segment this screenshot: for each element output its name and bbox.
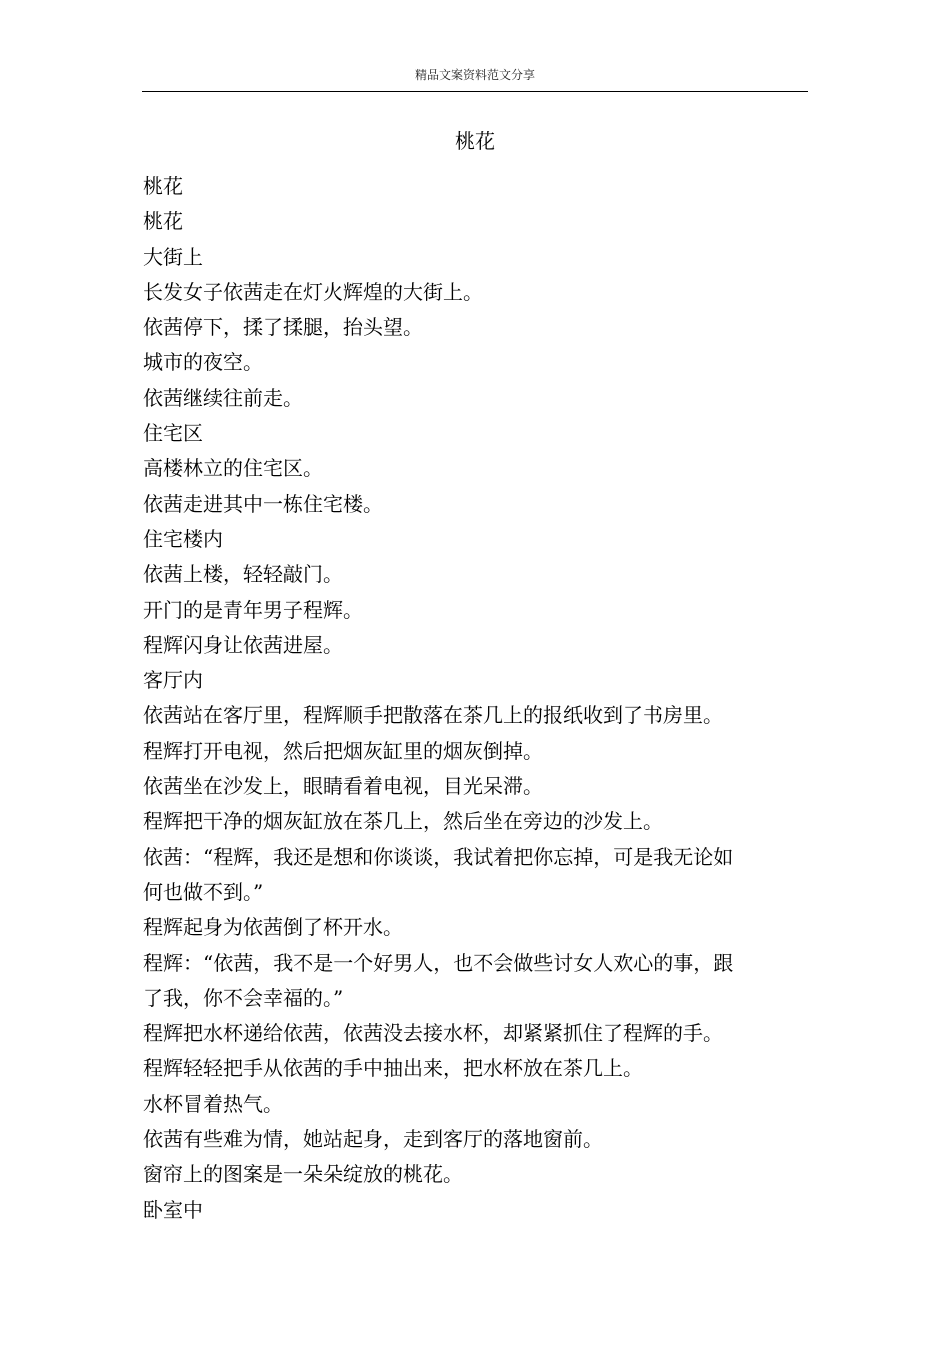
text-line: 依茜走进其中一栋住宅楼。 — [143, 491, 383, 516]
text-line: 客厅内 — [143, 668, 203, 693]
text-line: 了我，你不会幸福的。” — [143, 985, 344, 1010]
text-line: 依茜坐在沙发上，眼睛看着电视，目光呆滞。 — [143, 774, 543, 799]
text-line: 水杯冒着热气。 — [143, 1091, 283, 1116]
text-line: 程辉轻轻把手从依茜的手中抽出来，把水杯放在茶几上。 — [143, 1056, 643, 1081]
text-line: 卧室中 — [143, 1197, 203, 1222]
text-line: 程辉把干净的烟灰缸放在茶几上，然后坐在旁边的沙发上。 — [143, 809, 663, 834]
text-line: 程辉打开电视，然后把烟灰缸里的烟灰倒掉。 — [143, 738, 543, 763]
text-line: 程辉闪身让依茜进屋。 — [143, 632, 343, 657]
text-line: 住宅区 — [143, 421, 203, 446]
text-line: 桃花 — [143, 174, 183, 198]
text-line: 程辉：“依茜，我不是一个好男人，也不会做些讨女人欢心的事，跟 — [143, 950, 734, 975]
text-line: 依茜：“程辉，我还是想和你谈谈，我试着把你忘掉，可是我无论如 — [143, 844, 734, 869]
text-line: 依茜站在客厅里，程辉顺手把散落在茶几上的报纸收到了书房里。 — [143, 703, 723, 728]
text-line: 窗帘上的图案是一朵朵绽放的桃花。 — [143, 1162, 463, 1187]
header-divider — [142, 91, 808, 92]
document-title: 桃花 — [455, 129, 495, 153]
page-header: 精品文案资料范文分享 — [414, 68, 535, 82]
text-line: 依茜停下，揉了揉腿，抬头望。 — [143, 315, 423, 340]
text-line: 开门的是青年男子程辉。 — [143, 597, 363, 622]
text-line: 程辉起身为依茜倒了杯开水。 — [143, 915, 403, 940]
text-line: 依茜有些难为情，她站起身，走到客厅的落地窗前。 — [143, 1127, 603, 1152]
text-line: 住宅楼内 — [143, 526, 223, 551]
text-line: 高楼林立的住宅区。 — [143, 456, 323, 481]
text-line: 程辉把水杯递给依茜，依茜没去接水杯，却紧紧抓住了程辉的手。 — [143, 1021, 723, 1046]
text-line: 依茜继续往前走。 — [143, 385, 303, 410]
text-line: 桃花 — [143, 209, 183, 234]
text-line: 城市的夜空。 — [143, 350, 263, 375]
text-line: 大街上 — [143, 244, 203, 269]
text-line: 长发女子依茜走在灯火辉煌的大街上。 — [143, 279, 483, 304]
text-line: 依茜上楼，轻轻敲门。 — [143, 562, 343, 587]
document-body — [143, 169, 783, 1228]
text-line: 何也做不到。” — [143, 879, 264, 904]
